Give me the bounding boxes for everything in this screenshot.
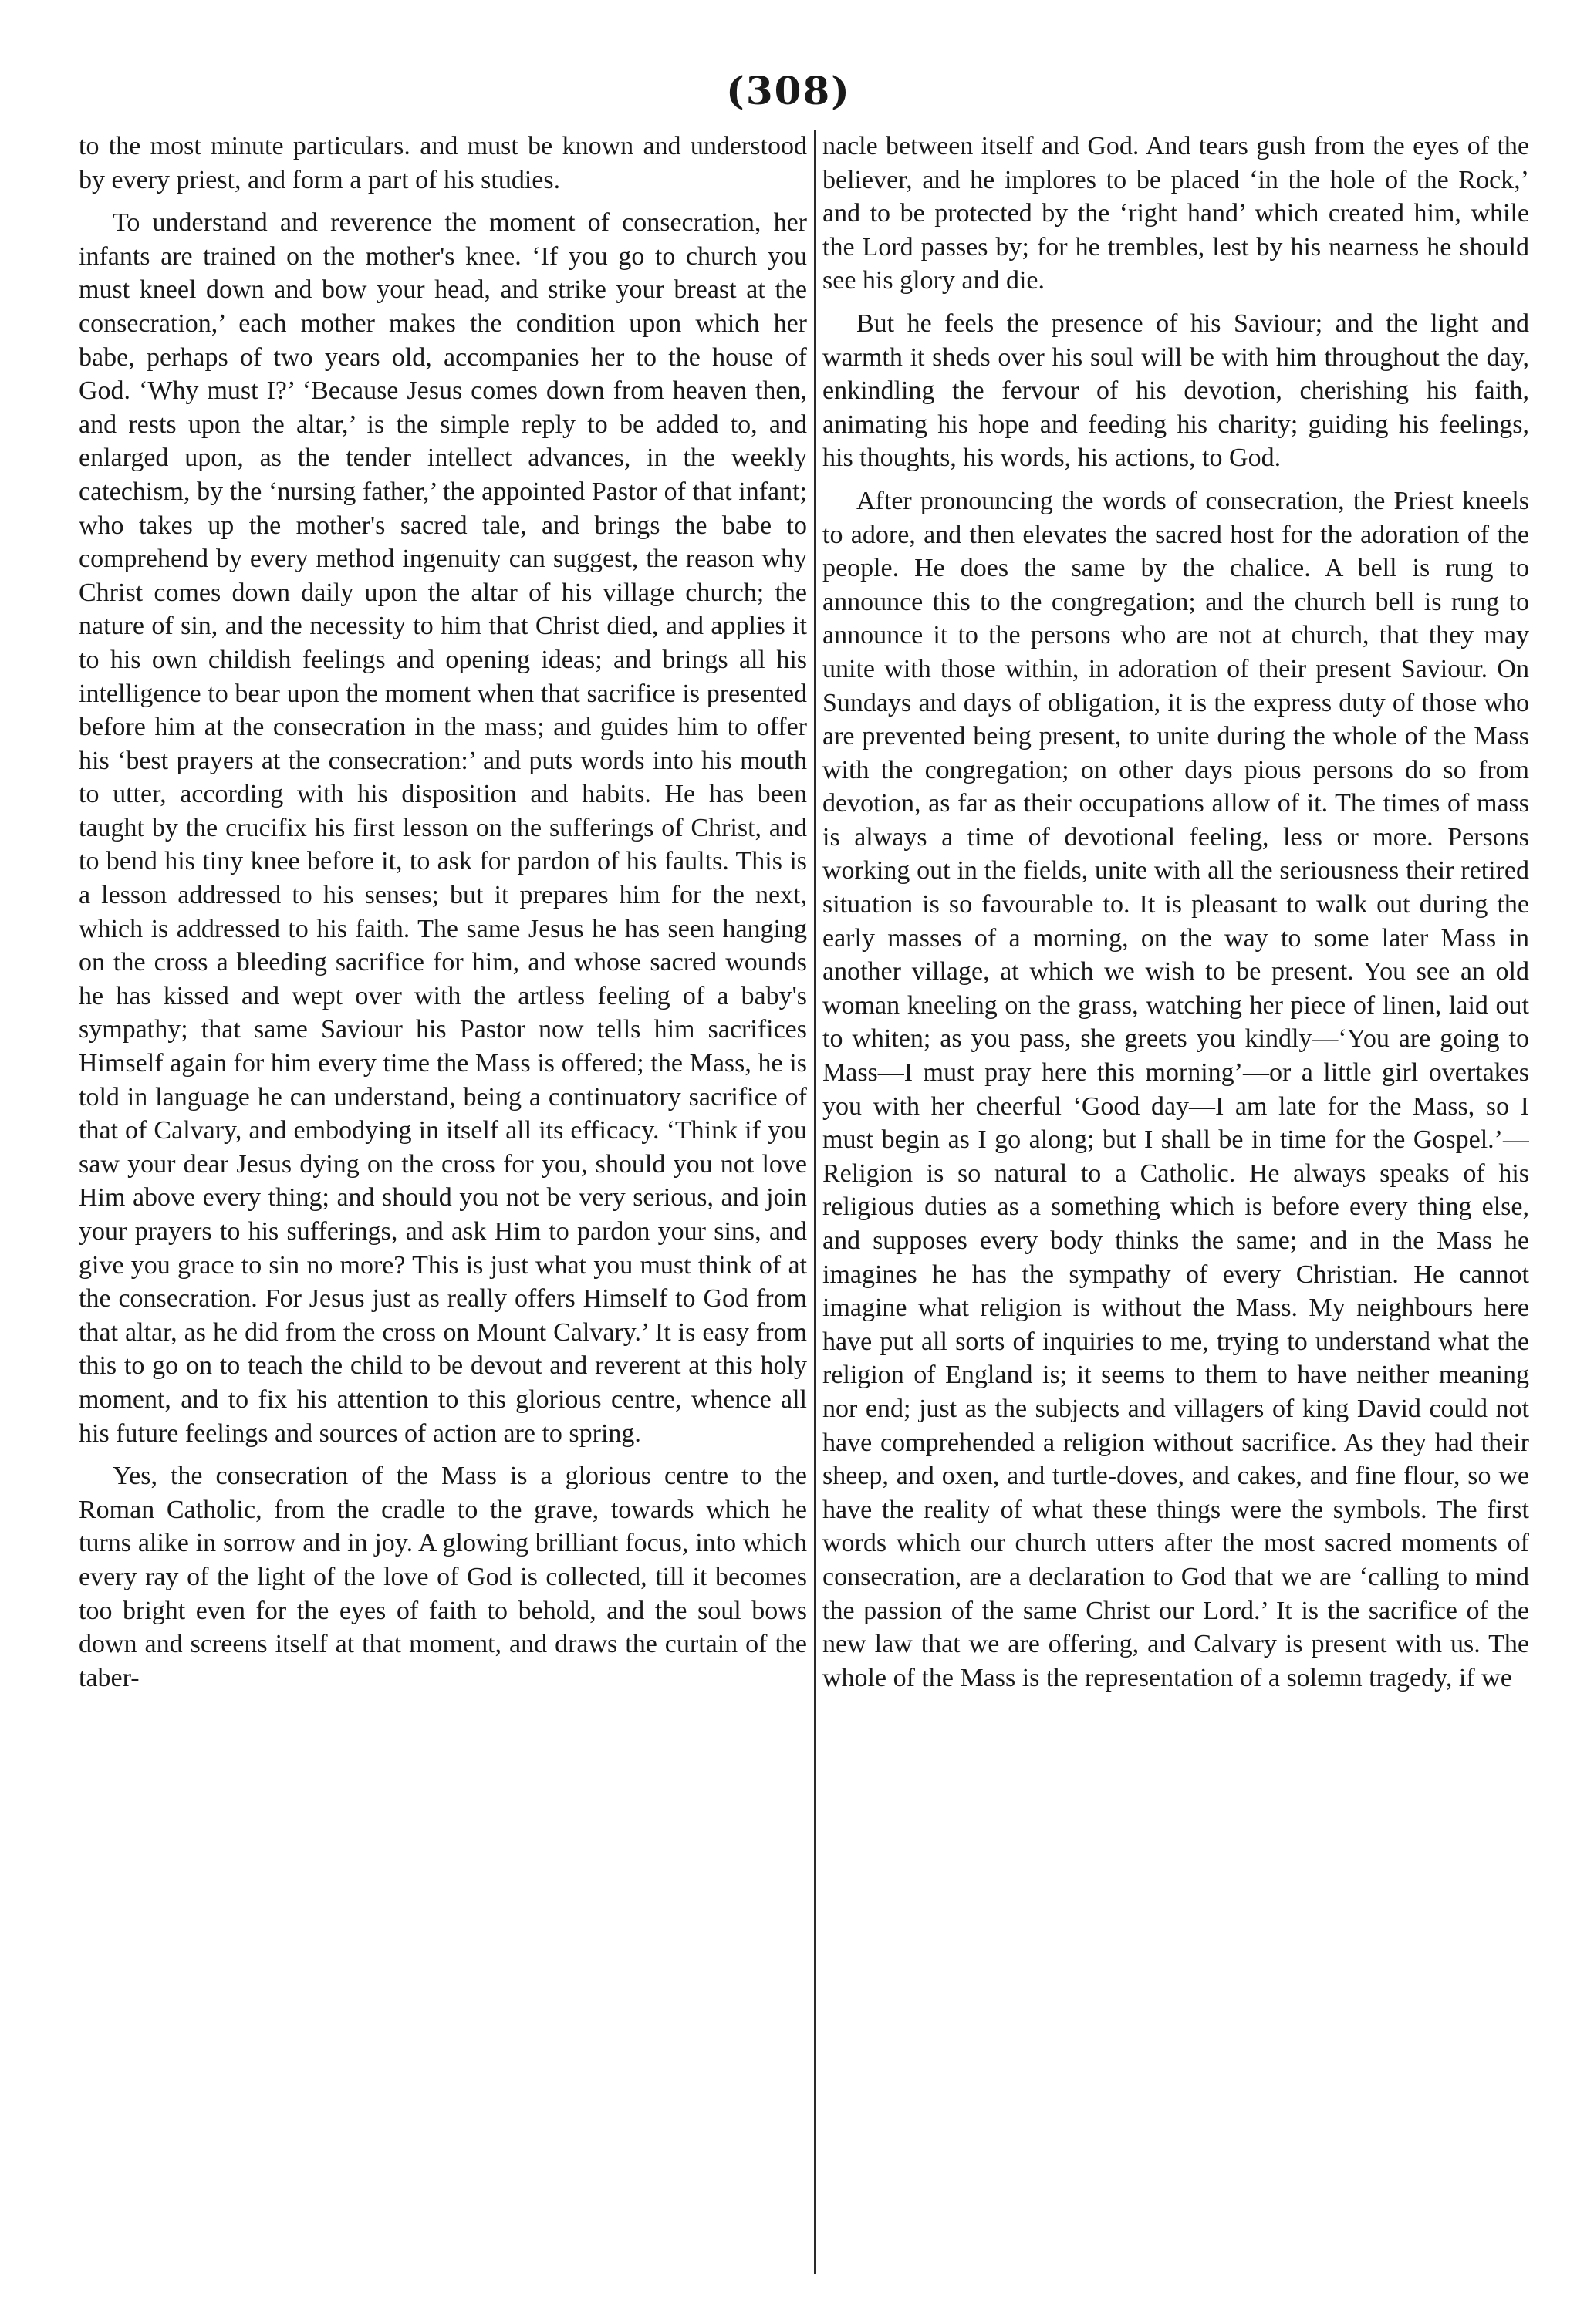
page-number: (308) [726, 68, 851, 113]
right-column [822, 130, 1529, 2282]
left-column [79, 130, 807, 2282]
left-paragraph-2: To understand and reverence the moment of consecration, her infants are trained on the mother's knee. ‘If you go to church you must kneel down and bow your head, and strike your breast at the consecration,’ each mother makes the condition upon which her babe, perhaps of two years old, accompanies her to the house of God. ‘Why must I?’ ‘Because Jesus comes down from heaven then, and rests upon the altar,’ is the simple reply to be added to, and enlarged upon, as the tender intellect advances, in the weekly catechism, by the ‘nursing father,’ the appointed Pastor of that infant; who takes up the mother's sacred tale, and brings the babe to comprehend by every method ingenuity can suggest, the reason why Christ comes down daily upon the altar of his village church; the nature of sin, and the necessity to him that Christ died, and applies it to his own childish feelings and opening ideas; and brings all his intelligence to bear upon the moment when that sacrifice is presented before him at the consecration in the mass; and guides him to offer his ‘best prayers at the consecration:’ and puts words into his mouth to utter, according with his disposition and habits. He has been taught by the crucifix his first lesson on the sufferings of Christ, and to bend his tiny knee before it, to ask for pardon of his faults. This is a lesson addressed to his senses; but it prepares him for the next, which is addressed to his faith. The same Jesus he has seen hanging on the cross a bleeding sacrifice for him, and whose sacred wounds he has kissed and wept over with the artless feeling of a baby's sympathy; that same Saviour his Pastor now tells him sacrifices Himself again for him every time the Mass is offered; the Mass, he is told in language he can understand, being a continuatory sacrifice of that of Calvary, and embodying in itself all its efficacy. ‘Think if you saw your dear Jesus dying on the cross for you, should you not love Him above every thing; and should you not be very serious, and join your prayers to his sufferings, and ask Him to pardon your sins, and give you grace to sin no more? This is just what you must think of at the consecration. For Jesus just as really offers Himself to God from that altar, as he did from the cross on Mount Calvary.’ It is easy from this to go on to teach the child to be devout and reverent at this holy moment, and to fix his attention to this glorious centre, whence all his future feelings and sources of action are to spring. [79, 208, 807, 1448]
column-divider [814, 130, 816, 2274]
right-paragraph-3: After pronouncing the words of consecration, the Priest kneels to adore, and then elevates the sacred host for the adoration of the people. He does the same by the chalice. A bell is rung to announce this to the congregation; and the church bell is rung to announce it to the persons who are not at church, that they may unite with those within, in adoration of their present Saviour. On Sundays and days of obligation, it is the express duty of those who are prevented being present, to unite during the whole of the Mass with the congregation; on other days pious persons do so from devotion, as far as their occupations allow of it. The times of mass is always a time of devotional feeling, less or more. Persons working out in the fields, unite with all the seriousness their retired situation is so favourable to. It is pleasant to walk out during the early masses of a morning, on the way to some later Mass in another village, at which we wish to be present. You see an old woman kneeling on the grass, watching her piece of linen, laid out to whiten; as you pass, she greets you kindly—‘You are going to Mass—I must pray here this morning’—or a little girl overtakes you with her cheerful ‘Good day—I am late for the Mass, so I must begin as I go along; but I shall be in time for the Gospel.’—Religion is so natural to a Catholic. He always speaks of his religious duties as a something which is before every thing else, and supposes every body thinks the same; and in the Mass he imagines he has the sympathy of every Christian. He cannot imagine what religion is without the Mass. My neighbours here have put all sorts of inquiries to me, trying to understand what the religion of England is; it seems to them to have neither meaning nor end; just as the subjects and villagers of king David could not have comprehended a religion without sacrifice. As they had their sheep, and oxen, and turtle-doves, and cakes, and fine flour, so we have the reality of what these things were the symbols. The first words which our church utters after the most sacred moments of consecration, are a declaration to God that we are ‘calling to mind the passion of the same Christ our Lord.’ It is the sacrifice of the new law that we are offering, and Calvary is present with us. The whole of the Mass is the representation of a solemn tragedy, if we [822, 486, 1529, 1692]
right-paragraph-2: But he feels the presence of his Saviour; and the light and warmth it sheds over his soul will be with him throughout the day, enkindling the fervour of his devotion, cherishing his faith, animating his hope and feeding his charity; guiding his feelings, his thoughts, his words, his actions, to God. [822, 309, 1529, 473]
left-paragraph-1: to the most minute particulars. and must be known and understood by every priest, and form a part of his studies. [79, 132, 807, 194]
left-paragraph-3: Yes, the consecration of the Mass is a glorious centre to the Roman Catholic, from the cradle to the grave, towards which he turns alike in sorrow and in joy. A glowing brilliant focus, into which every ray of the light of the love of God is collected, till it becomes too bright even for the eyes of faith to behold, and the soul bows down and screens itself at that moment, and draws the curtain of the taber- [79, 1462, 807, 1692]
right-paragraph-1: nacle between itself and God. And tears gush from the eyes of the believer, and he implores to be placed ‘in the hole of the Rock,’ and to be protected by the ‘right hand’ which created him, while the Lord passes by; for he trembles, lest by his nearness he should see his glory and die. [822, 132, 1529, 295]
